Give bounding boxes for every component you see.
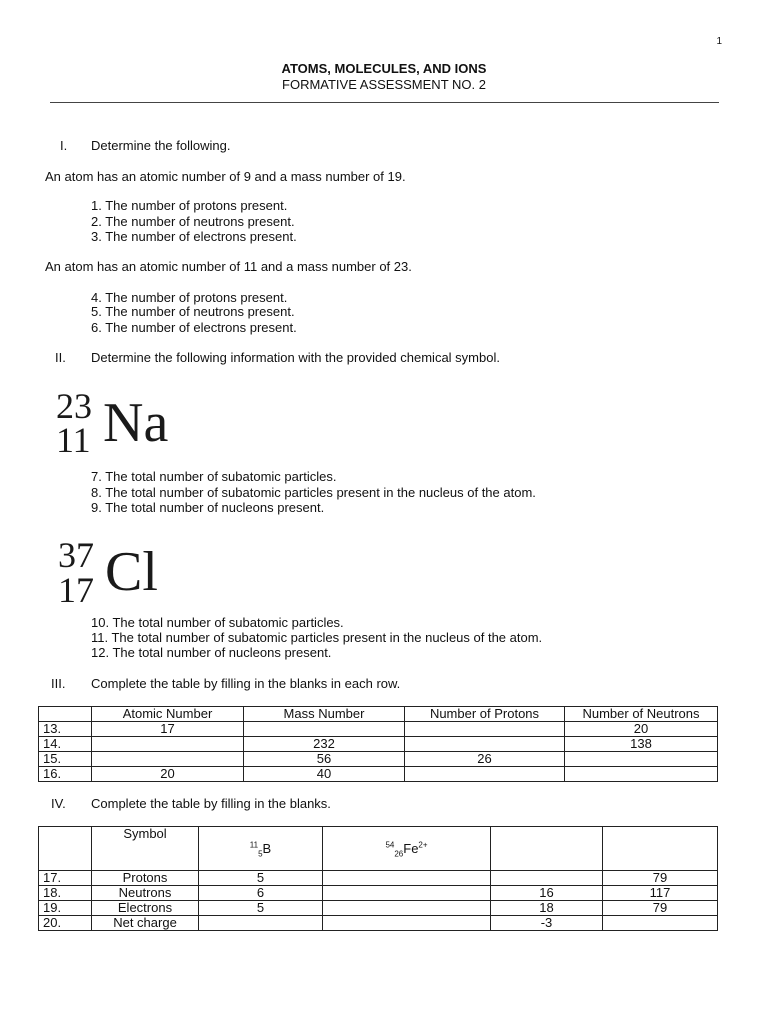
table-cell: 18	[491, 901, 603, 916]
section3-numeral: III.	[51, 676, 66, 691]
isotope-mass-number: 23	[56, 386, 92, 426]
header-cell: Atomic Number	[92, 707, 244, 722]
table-cell: 40	[244, 767, 405, 782]
row-number: 17.	[39, 871, 92, 886]
table-cell: 79	[603, 901, 718, 916]
table-cell	[323, 871, 491, 886]
question-item: 4. The number of protons present.	[91, 290, 288, 305]
section1-prompt-b: An atom has an atomic number of 11 and a mass number of 23.	[45, 259, 412, 274]
row-number: 14.	[39, 737, 92, 752]
symbol-number: 5	[258, 849, 263, 859]
section1-prompt-a: An atom has an atomic number of 9 and a mass number of 19.	[45, 169, 406, 184]
table-cell	[565, 752, 718, 767]
table-row	[39, 886, 718, 901]
table-cell: -3	[491, 916, 603, 931]
table-cell: 20	[92, 767, 244, 782]
section2-heading: Determine the following information with the provided chemical symbol.	[91, 350, 500, 365]
symbol-element: Fe	[403, 840, 419, 856]
table-row	[39, 722, 718, 737]
question-item: 10. The total number of subatomic particles.	[91, 615, 344, 630]
row-number: 19.	[39, 901, 92, 916]
table-cell	[405, 722, 565, 737]
symbol-number: 26	[394, 849, 404, 859]
table-cell: 16	[491, 886, 603, 901]
table-cell	[199, 916, 323, 931]
table-cell	[603, 916, 718, 931]
page-subtitle: FORMATIVE ASSESSMENT NO. 2	[282, 77, 486, 92]
table-row	[39, 737, 718, 752]
section1-numeral: I.	[60, 138, 68, 153]
table-cell	[491, 871, 603, 886]
isotope-mass-number: 37	[58, 535, 94, 575]
table-cell: 26	[405, 752, 565, 767]
table-cell: 17	[92, 722, 244, 737]
question-item: 5. The number of neutrons present.	[91, 304, 295, 319]
table-cell: 138	[565, 737, 718, 752]
table-cell: 5	[199, 871, 323, 886]
header-cell: Number of Protons	[405, 707, 565, 722]
table-cell	[405, 737, 565, 752]
table-row	[39, 767, 718, 782]
question-item: 6. The number of electrons present.	[91, 320, 297, 335]
symbol-row	[39, 827, 718, 871]
symbol-cell	[491, 827, 603, 871]
row-number: 18.	[39, 886, 92, 901]
table-cell	[39, 827, 92, 871]
header-cell	[39, 707, 92, 722]
row-label: Electrons	[92, 901, 199, 916]
table-cell: 79	[603, 871, 718, 886]
isotope-element: Cl	[105, 541, 158, 603]
isotope-symbol-chlorine	[57, 535, 217, 615]
symbol-mass: 11	[249, 840, 259, 850]
table-cell	[323, 916, 491, 931]
table-cell	[323, 886, 491, 901]
row-label: Protons	[92, 871, 199, 886]
isotope-atomic-number: 11	[56, 420, 91, 460]
symbol-mass: 54	[385, 840, 395, 850]
table-header-row	[39, 707, 718, 722]
row-number: 16.	[39, 767, 92, 782]
section3-heading: Complete the table by filling in the blanks in each row.	[91, 676, 401, 691]
isotope-element: Na	[103, 392, 169, 454]
symbol-cell	[199, 827, 323, 871]
table-row	[39, 916, 718, 931]
question-item: 12. The total number of nucleons present.	[91, 645, 332, 660]
title-divider	[50, 102, 719, 103]
page-number: 1	[716, 36, 722, 47]
question-item: 8. The total number of subatomic particles present in the nucleus of the atom.	[91, 485, 536, 500]
table-cell	[565, 767, 718, 782]
question-item: 9. The total number of nucleons present.	[91, 500, 325, 515]
page-title: ATOMS, MOLECULES, AND IONS	[281, 61, 487, 76]
section4-numeral: IV.	[51, 796, 66, 811]
table-row	[39, 871, 718, 886]
symbol-charge: 2+	[418, 840, 428, 850]
table-cell	[92, 737, 244, 752]
question-item: 7. The total number of subatomic particles.	[91, 469, 337, 484]
table-ions	[38, 826, 718, 931]
symbol-element: B	[262, 840, 272, 856]
symbol-label: Symbol	[92, 827, 199, 871]
table-cell: 232	[244, 737, 405, 752]
header-cell: Number of Neutrons	[565, 707, 718, 722]
question-item: 2. The number of neutrons present.	[91, 214, 295, 229]
table-cell	[92, 752, 244, 767]
section4-heading: Complete the table by filling in the blanks.	[91, 796, 331, 811]
question-item: 11. The total number of subatomic particles present in the nucleus of the atom.	[91, 630, 543, 645]
table-atomic-numbers	[38, 706, 718, 782]
table-cell: 117	[603, 886, 718, 901]
table-cell	[244, 722, 405, 737]
row-number: 15.	[39, 752, 92, 767]
isotope-atomic-number: 17	[58, 570, 94, 610]
table-cell: 6	[199, 886, 323, 901]
row-number: 20.	[39, 916, 92, 931]
header-cell: Mass Number	[244, 707, 405, 722]
section2-numeral: II.	[55, 350, 66, 365]
symbol-cell	[323, 827, 491, 871]
table-cell: 20	[565, 722, 718, 737]
row-label: Neutrons	[92, 886, 199, 901]
table-row	[39, 752, 718, 767]
isotope-symbol-sodium	[55, 386, 215, 466]
question-item: 3. The number of electrons present.	[91, 229, 297, 244]
table-cell: 56	[244, 752, 405, 767]
row-label: Net charge	[92, 916, 199, 931]
symbol-cell	[603, 827, 718, 871]
table-cell	[405, 767, 565, 782]
section1-heading: Determine the following.	[91, 138, 231, 153]
table-row	[39, 901, 718, 916]
table-cell: 5	[199, 901, 323, 916]
question-item: 1. The number of protons present.	[91, 198, 288, 213]
row-number: 13.	[39, 722, 92, 737]
table-cell	[323, 901, 491, 916]
